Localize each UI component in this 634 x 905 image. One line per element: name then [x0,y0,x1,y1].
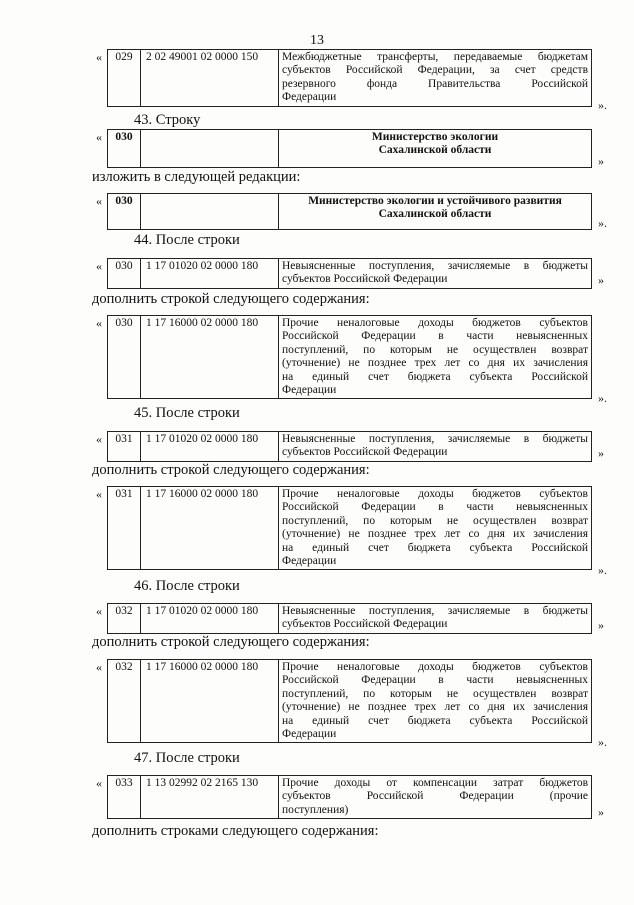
paragraph-dopolnit: дополнить строкой следующего содержания: [92,291,370,307]
paragraph-dopolnit: дополнить строкой следующего содержания: [92,634,370,650]
page-number: 13 [310,33,324,48]
closing-quote: ». [598,391,607,405]
table-row [107,775,592,819]
row-description: Прочие неналоговые доходы бюджетов субъектов Российской Федерации в части невыясненных поступлений, по которым не осуществлен возврат (уточнение) не позднее трех лет со дня их зачисления на единый счет бюджета субъекта Российской Федерации [279,487,592,570]
table-row [107,315,592,399]
table-row [107,258,592,289]
closing-quote: ». [598,216,607,230]
row-code: 031 [108,487,141,570]
row-kbk: 1 17 01020 02 0000 180 [141,432,279,462]
closing-quote: ». [598,563,607,577]
opening-quote: « [96,776,102,790]
table-row [107,486,592,570]
table-row [107,603,592,634]
opening-quote: « [96,194,102,208]
paragraph-43: 43. Строку [134,112,201,128]
paragraph-dopolnit: дополнить строкой следующего содержания: [92,462,370,478]
row-kbk: 2 02 49001 02 0000 150 [141,50,279,107]
row-code: 029 [108,50,141,107]
row-kbk: 1 17 01020 02 0000 180 [141,259,279,289]
row-kbk: 1 17 16000 02 0000 180 [141,487,279,570]
row-code: 030 [108,259,141,289]
row-description: Министерство экологии и устойчивого развития Сахалинской области [279,194,592,230]
table-row [107,193,592,230]
closing-quote: » [598,154,604,168]
row-description: Министерство экологии Сахалинской области [279,130,592,168]
paragraph-izlozhit: изложить в следующей редакции: [92,169,301,185]
table-row [107,129,592,168]
closing-quote: » [598,618,604,632]
row-description: Невыясненные поступления, зачисляемые в бюджеты субъектов Российской Федерации [279,259,592,289]
closing-quote: ». [598,98,607,112]
row-kbk [141,130,279,168]
closing-quote: » [598,805,604,819]
opening-quote: « [96,432,102,446]
paragraph-dopolnit: дополнить строками следующего содержания: [92,823,379,839]
closing-quote: » [598,446,604,460]
row-code: 030 [108,130,141,168]
opening-quote: « [96,50,102,64]
table-row [107,431,592,462]
row-description: Невыясненные поступления, зачисляемые в бюджеты субъектов Российской Федерации [279,432,592,462]
row-description: Межбюджетные трансферты, передаваемые бюджетам субъектов Российской Федерации, за счет средств резервного фонда Правительства Российской Федерации [279,50,592,107]
closing-quote: ». [598,735,607,749]
opening-quote: « [96,316,102,330]
paragraph-46: 46. После строки [134,578,240,594]
row-code: 032 [108,604,141,634]
row-description: Прочие неналоговые доходы бюджетов субъектов Российской Федерации в части невыясненных поступлений, по которым не осуществлен возврат (уточнение) не позднее трех лет со дня их зачисления на единый счет бюджета субъекта Российской Федерации [279,316,592,399]
row-code: 032 [108,660,141,743]
row-code: 031 [108,432,141,462]
paragraph-44: 44. После строки [134,232,240,248]
closing-quote: » [598,273,604,287]
table-row [107,49,592,107]
row-description: Невыясненные поступления, зачисляемые в бюджеты субъектов Российской Федерации [279,604,592,634]
opening-quote: « [96,660,102,674]
opening-quote: « [96,604,102,618]
row-kbk [141,194,279,230]
opening-quote: « [96,130,102,144]
row-code: 030 [108,316,141,399]
row-description: Прочие неналоговые доходы бюджетов субъектов Российской Федерации в части невыясненных поступлений, по которым не осуществлен возврат (уточнение) не позднее трех лет со дня их зачисления на единый счет бюджета субъекта Российской Федерации [279,660,592,743]
row-kbk: 1 17 16000 02 0000 180 [141,316,279,399]
paragraph-47: 47. После строки [134,750,240,766]
row-kbk: 1 17 01020 02 0000 180 [141,604,279,634]
table-row [107,659,592,743]
opening-quote: « [96,259,102,273]
paragraph-45: 45. После строки [134,405,240,421]
opening-quote: « [96,487,102,501]
row-code: 033 [108,776,141,819]
row-kbk: 1 13 02992 02 2165 130 [141,776,279,819]
row-kbk: 1 17 16000 02 0000 180 [141,660,279,743]
row-code: 030 [108,194,141,230]
row-description: Прочие доходы от компенсации затрат бюджетов субъектов Российской Федерации (прочие поступления) [279,776,592,819]
